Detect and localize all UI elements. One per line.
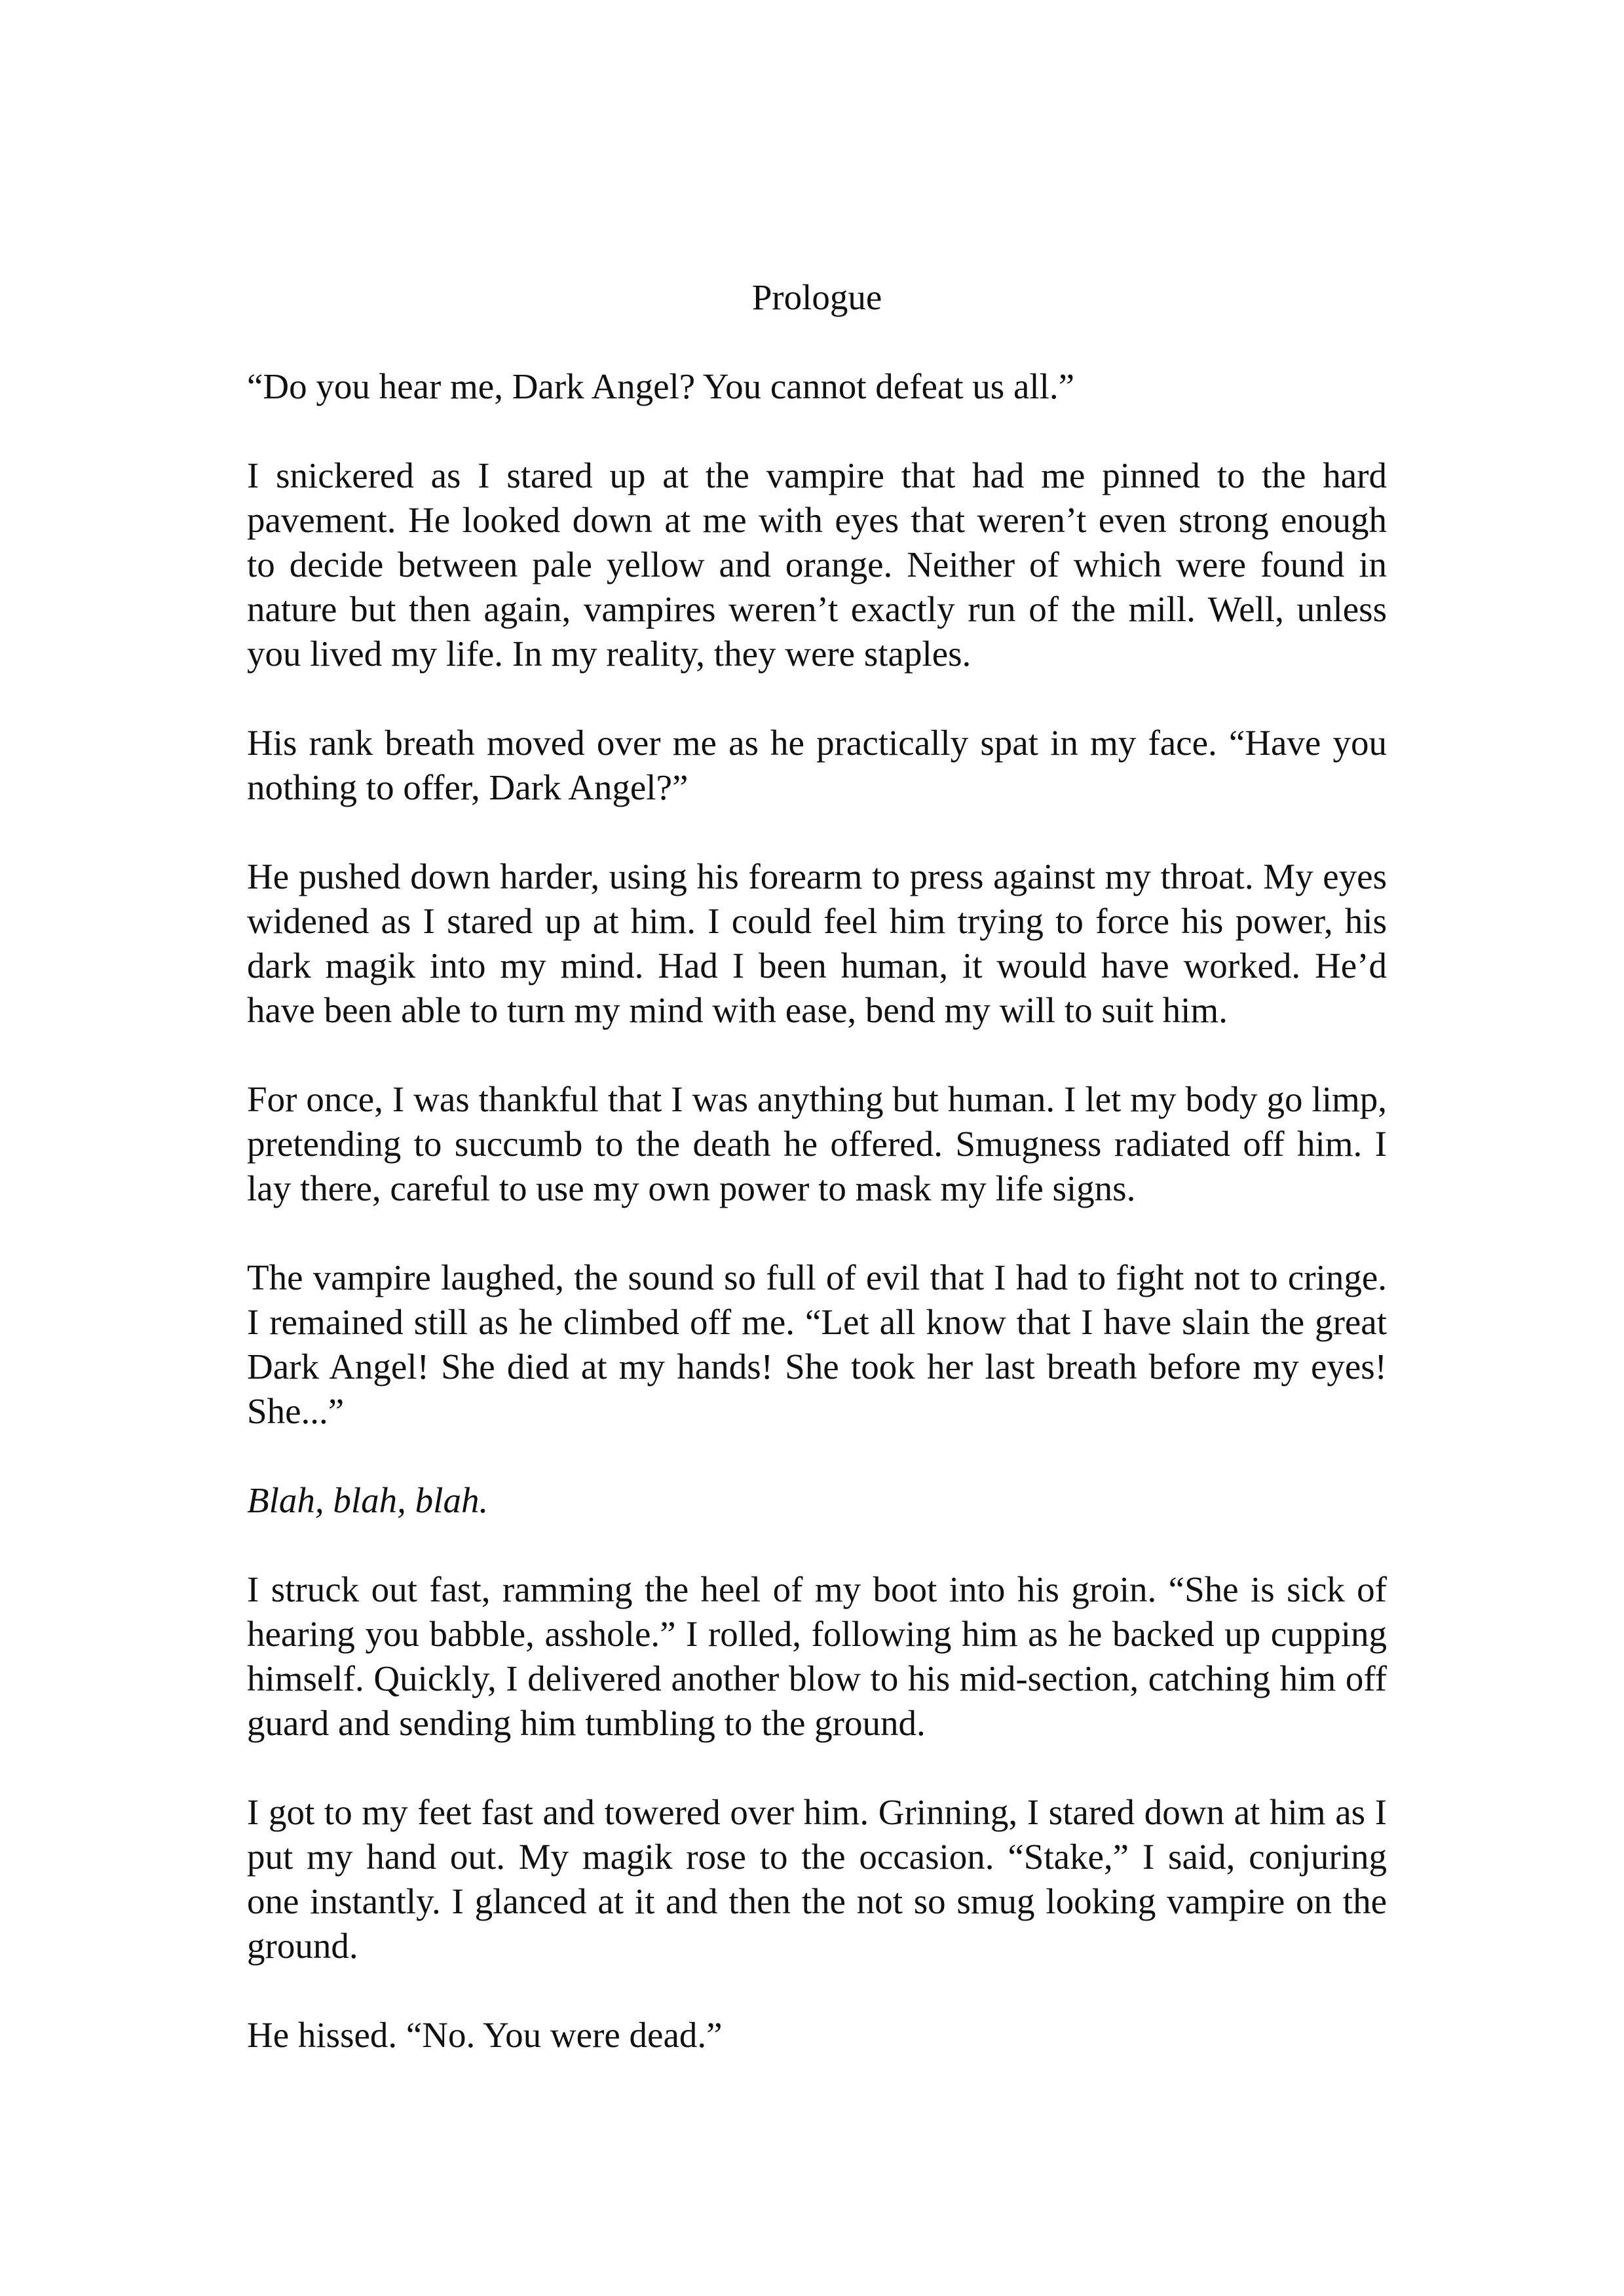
paragraph: He hissed. “No. You were dead.” [247,2015,723,2055]
paragraph: “Do you hear me, Dark Angel? You cannot defeat us all.” [247,366,1075,406]
paragraph: I got to my feet fast and towered over him. Grinning, I stared down at him as I put my hand out. My magik rose to the occasion. “Stake,” I said, conjuring one instantly. I glanced at it and then the not so smug looking vampire on the ground. [247,1792,1387,1966]
paragraph: For once, I was thankful that I was anything but human. I let my body go limp, pretending to succumb to the death he offered. Smugness radiated off him. I lay there, careful to use my own power to mask my life signs. [247,1079,1387,1208]
italic-paragraph: Blah, blah, blah. [247,1480,489,1520]
paragraph: His rank breath moved over me as he practically spat in my face. “Have you nothing to offer, Dark Angel?” [247,723,1387,807]
chapter-title: Prologue [751,277,882,317]
page-content [247,275,1387,2102]
paragraph: He pushed down harder, using his forearm to press against my throat. My eyes widened as I stared up at him. I could feel him trying to force his power, his dark magik into my mind. Had I been human, it would have worked. He’d have been able to turn my mind with ease, bend my will to suit him. [247,856,1387,1030]
paragraph: I struck out fast, ramming the heel of my boot into his groin. “She is sick of hearing you babble, asshole.” I rolled, following him as he backed up cupping himself. Quickly, I delivered another blow to his mid-section, catching him off guard and sending him tumbling to the ground. [247,1569,1387,1743]
paragraph: I snickered as I stared up at the vampire that had me pinned to the hard pavement. He looked down at me with eyes that weren’t even strong enough to decide between pale yellow and orange. Neither of which were found in nature but then again, vampires weren’t exactly run of the mill. Well, unless you lived my life. In my reality, they were staples. [247,455,1387,674]
paragraph: The vampire laughed, the sound so full of evil that I had to fight not to cringe. I remained still as he climbed off me. “Let all know that I have slain the great Dark Angel! She died at my hands! She took her last breath before my eyes! She...” [247,1257,1387,1431]
